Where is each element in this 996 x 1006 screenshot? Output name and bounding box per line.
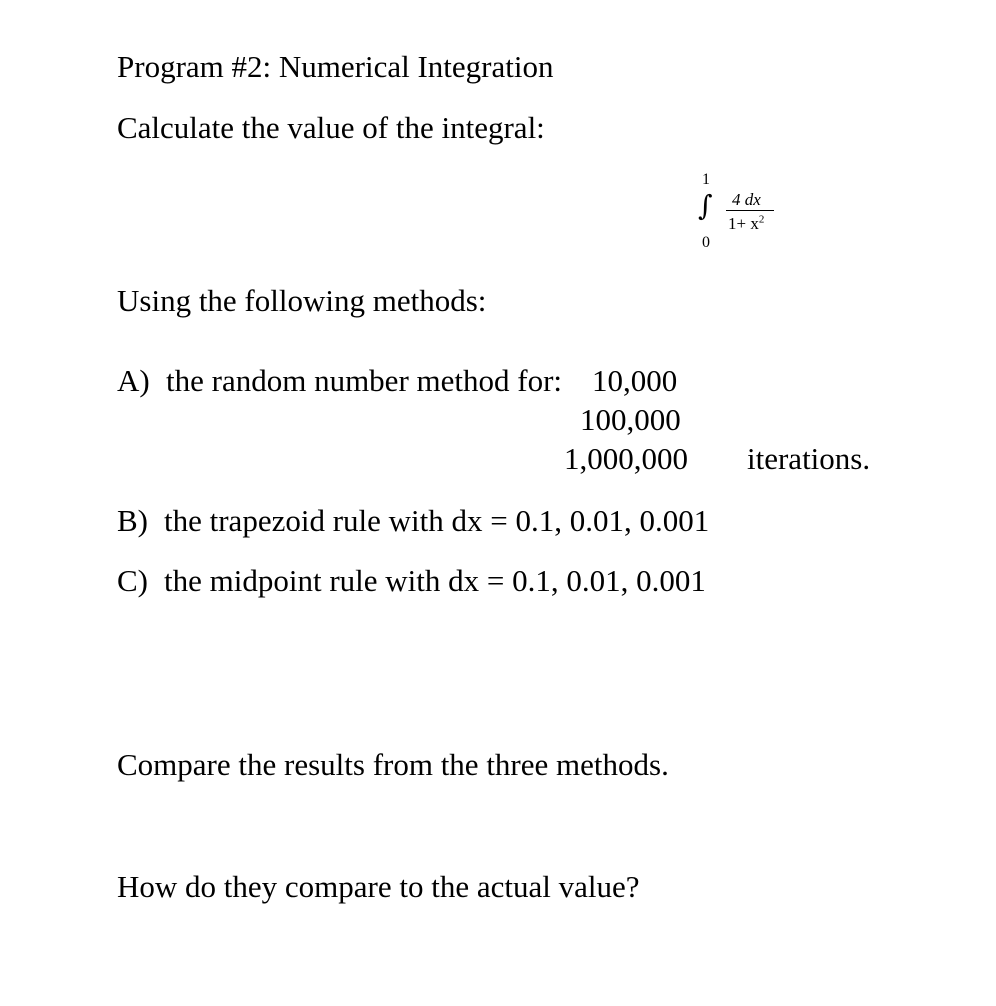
method-a-value-3: 1,000,000: [564, 441, 688, 476]
method-c-label: C): [117, 563, 148, 598]
method-b-label: B): [117, 503, 148, 538]
denominator-exponent: 2: [758, 213, 765, 226]
denominator-base: 1+ x: [728, 214, 759, 233]
method-a-text: the random number method for:: [166, 363, 563, 398]
method-a-suffix: iterations.: [747, 441, 871, 476]
integral-prompt: Calculate the value of the integral:: [117, 110, 545, 145]
method-c-text: the midpoint rule with dx = 0.1, 0.01, 0.001: [164, 563, 706, 598]
page-title: Program #2: Numerical Integration: [117, 49, 554, 84]
compare-question-2: How do they compare to the actual value?: [117, 869, 640, 904]
compare-question-1: Compare the results from the three methods.: [117, 747, 669, 782]
fraction-denominator: [728, 215, 764, 232]
methods-intro: Using the following methods:: [117, 283, 487, 318]
integral-upper-limit: 1: [702, 171, 710, 188]
fraction-bar: [726, 210, 774, 211]
integral-lower-limit: 0: [702, 234, 710, 251]
method-a-value-2: 100,000: [580, 402, 681, 437]
method-a-value-1: 10,000: [592, 363, 678, 398]
integral-sign-icon: ∫: [698, 189, 713, 222]
method-a-label: A): [117, 363, 150, 398]
method-b-text: the trapezoid rule with dx = 0.1, 0.01, 0.001: [164, 503, 710, 538]
fraction-numerator: 4 dx: [732, 190, 761, 209]
